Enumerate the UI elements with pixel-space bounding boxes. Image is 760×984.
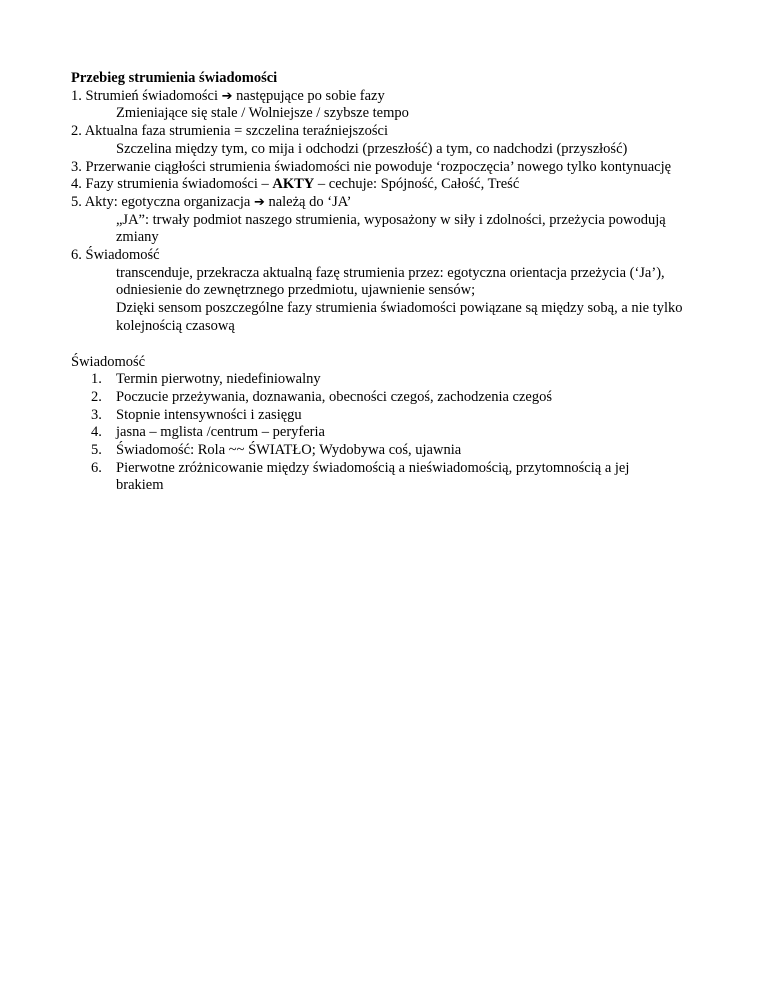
item-6-sub-2: Dzięki sensom poszczególne fazy strumienia świadomości powiązane są między sobą, a nie tylko kolejnością czasową <box>116 300 683 334</box>
item-1-sub: Zmieniające się stale / Wolniejsze / szybsze tempo <box>116 105 409 122</box>
list-number: 3. <box>91 406 102 423</box>
item-5-text-cont: należą do ‘JA’ <box>264 193 352 210</box>
list-item-text: Termin pierwotny, niedefiniowalny <box>116 371 321 388</box>
item-4-bold: AKTY <box>272 176 315 193</box>
item-3: 3. Przerwanie ciągłości strumienia świadomości nie powoduje ‘rozpoczęcia’ nowego tylko kontynuację <box>71 158 672 175</box>
arrow-right-icon: ➔ <box>221 88 233 104</box>
item-5-sub: „JA”: trwały podmiot naszego strumienia, wyposażony w siły i zdolności, przeżycia powodują zmiany <box>116 211 666 246</box>
item-1 <box>71 88 701 106</box>
document-page <box>71 70 701 495</box>
list-item-text: Pierwotne zróżnicowanie między świadomością a nieświadomością, przytomnością a jej brakiem <box>116 459 630 494</box>
list-item <box>71 424 701 442</box>
item-6-sub-1: transcenduje, przekracza aktualną fazę strumienia przez: egotyczna orientacja przeżycia (‘Ja’), odniesienie do zewnętrznego przedmiotu, ujawnienie sensów; <box>116 264 665 299</box>
list-item-text: jasna – mglista /centrum – peryferia <box>116 424 325 441</box>
list-number: 4. <box>91 424 102 441</box>
item-1-text-cont: następujące po sobie fazy <box>232 87 385 104</box>
item-1-text: 1. Strumień świadomości <box>71 87 222 104</box>
numbered-list <box>71 371 701 495</box>
list-number: 6. <box>91 459 102 476</box>
list-item <box>71 407 701 425</box>
list-item-text: Stopnie intensywności i zasięgu <box>116 406 302 423</box>
list-number: 5. <box>91 442 102 459</box>
list-item <box>71 442 701 460</box>
item-4-text: 4. Fazy strumienia świadomości – <box>71 176 273 193</box>
item-6: 6. Świadomość <box>71 247 160 264</box>
list-item <box>71 389 701 407</box>
list-item <box>71 460 636 495</box>
document-title: Przebieg strumienia świadomości <box>71 70 278 86</box>
item-5-text: 5. Akty: egotyczna organizacja <box>71 193 254 210</box>
list-item-text: Świadomość: Rola ~~ ŚWIATŁO; Wydobywa coś, ujawnia <box>116 442 462 459</box>
list-item <box>71 371 701 389</box>
list-number: 1. <box>91 371 102 388</box>
arrow-right-icon: ➔ <box>253 194 265 210</box>
item-5 <box>71 194 701 212</box>
item-4 <box>71 176 701 194</box>
item-4-text-cont: – cechuje: Spójność, Całość, Treść <box>314 176 520 193</box>
list-item-text: Poczucie przeżywania, doznawania, obecności czegoś, zachodzenia czegoś <box>116 388 552 405</box>
spacer <box>71 336 701 354</box>
section-heading: Świadomość <box>71 353 146 370</box>
item-2-sub: Szczelina między tym, co mija i odchodzi (przeszłość) a tym, co nadchodzi (przyszłość) <box>116 140 628 157</box>
item-2: 2. Aktualna faza strumienia = szczelina teraźniejszości <box>71 123 388 140</box>
list-number: 2. <box>91 388 102 405</box>
